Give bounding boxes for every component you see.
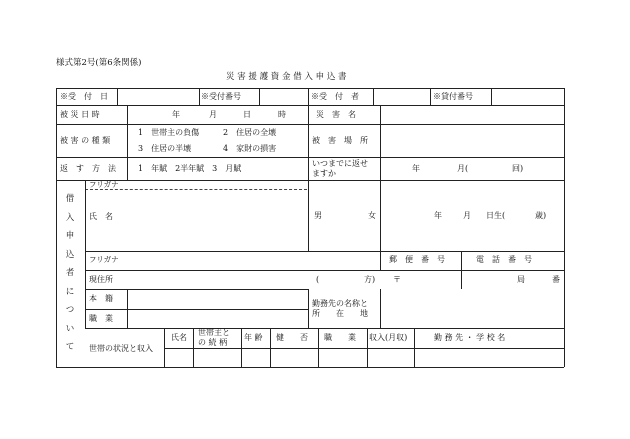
- age-unit: 歳): [535, 211, 547, 220]
- disaster-date-label: 被 災 日 時: [60, 110, 100, 119]
- disaster-name-label: 災 害 名: [316, 110, 356, 119]
- name-label: 氏 名: [89, 212, 113, 221]
- receiver-label: ※受 付 者: [311, 92, 359, 101]
- household-col-age: 年 齢: [244, 333, 263, 342]
- occupation-label: 職 業: [89, 314, 113, 323]
- workplace-label-2: 所 在 地: [312, 309, 368, 318]
- household-col-occupation: 職 業: [324, 333, 356, 342]
- sex-male: 男: [314, 211, 322, 220]
- birth-month-unit: 月: [463, 211, 471, 220]
- sex-female: 女: [368, 211, 376, 220]
- repayment-method-options: 1 年賦 2半年賦 3 月賦: [138, 164, 242, 173]
- birth-day-unit: 日生(: [486, 211, 506, 220]
- phone-number-unit: 番: [552, 275, 560, 284]
- damage-option-2: 2 住居の全壊: [223, 128, 277, 137]
- household-col-health: 健 否: [276, 333, 308, 342]
- address-paren-open: (: [316, 275, 320, 284]
- household-col-income: 収入(月収): [369, 333, 408, 342]
- furigana-address-label: フリガナ: [89, 255, 119, 264]
- address-label: 現住所: [89, 275, 113, 284]
- form-number-note: 様式第2号(第6条関係): [56, 58, 142, 68]
- household-col-relation-2: の 続 柄: [198, 338, 228, 347]
- repayment-year-unit: 年: [412, 164, 420, 173]
- phone-bureau-unit: 局: [517, 275, 525, 284]
- damage-option-3: 3 住居の半壊: [138, 144, 192, 153]
- household-col-relation-1: 世帯主と: [198, 328, 230, 337]
- domicile-label: 本 籍: [89, 294, 113, 303]
- furigana-label: フリガナ: [89, 180, 119, 189]
- workplace-label-1: 勤務先の名称と: [312, 299, 368, 308]
- repayment-due-label-1: いつまでに返せ: [312, 159, 368, 168]
- repayment-times-unit: 回): [512, 164, 524, 173]
- household-label: 世帯の状況と収入: [89, 344, 153, 353]
- household-col-workplace: 勤 務 先 ・ 学 校 名: [434, 333, 506, 342]
- birth-year-unit: 年: [434, 211, 442, 220]
- household-col-name: 氏名: [171, 333, 187, 342]
- form-title: 災 害 援 護 資 金 借 入 申 込 書: [226, 72, 347, 82]
- damage-option-4: 4 家財の損害: [223, 144, 277, 153]
- disaster-day-unit: 日: [243, 110, 251, 119]
- phone-number-label: 電 話 番 号: [476, 255, 532, 264]
- applicant-section-label: 借 入 申 込 者 に つ い て: [65, 194, 75, 352]
- disaster-hour-unit: 時: [278, 110, 286, 119]
- postal-mark: 〒: [393, 275, 401, 284]
- disaster-year-unit: 年: [172, 110, 180, 119]
- damage-place-label: 被 害 場 所: [312, 136, 368, 145]
- reception-date-label: ※受 付 日: [60, 92, 108, 101]
- address-paren-close: 方): [364, 275, 376, 284]
- damage-type-label: 被 害 の 種 類: [60, 136, 111, 145]
- loan-number-label: ※貸付番号: [433, 92, 473, 101]
- postal-code-label: 郵 便 番 号: [389, 255, 445, 264]
- repayment-due-label-2: ますか: [312, 169, 336, 178]
- repayment-method-label: 返 す 方 法: [60, 164, 116, 173]
- damage-option-1: 1 世帯主の負傷: [138, 128, 200, 137]
- repayment-month-unit: 月(: [457, 164, 469, 173]
- reception-number-label: ※受付番号: [201, 92, 241, 101]
- disaster-month-unit: 月: [209, 110, 217, 119]
